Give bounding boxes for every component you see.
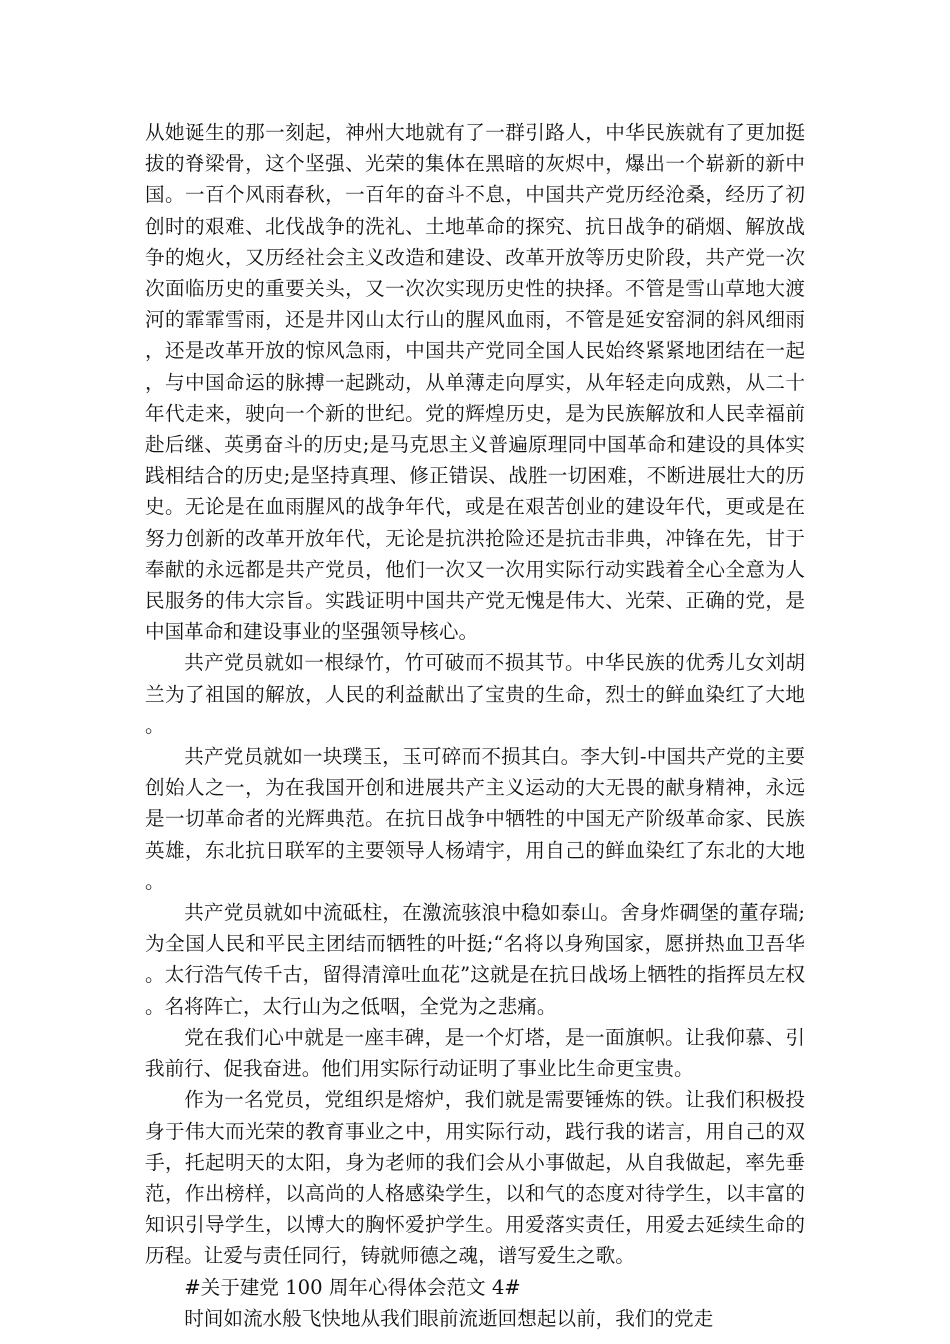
- paragraph-3: 共产党员就如一块璞玉，玉可碎而不损其白。李大钊-中国共产党的主要创始人之一，为在我国开创和进展共产主义运动的大无畏的献身精神，永远是一切革命者的光辉典范。在抗日战争中牺牲的中国无产阶级革命家、民族英雄，东北抗日联军的主要领导人杨靖宇，用自己的鲜血染红了东北的大地。: [145, 745, 805, 893]
- paragraph-1: 从她诞生的那一刻起，神州大地就有了一群引路人，中华民族就有了更加挺拔的脊梁骨，这个坚强、光荣的集体在黑暗的灰烬中，爆出一个崭新的新中国。一百个风雨春秋，一百年的奋斗不息，中国共产党历经沧桑，经历了初创时的艰难、北伐战争的洗礼、土地革命的探究、抗日战争的硝烟、解放战争的炮火，又历经社会主义改造和建设、改革开放等历史阶段，共产党一次次面临历史的重要关头，又一次次实现历史性的抉择。不管是雪山草地大渡河的霏霏雪雨，还是井冈山太行山的腥风血雨，不管是延安窑洞的斜风细雨，还是改革开放的惊风急雨，中国共产党同全国人民始终紧紧地团结在一起，与中国命运的脉搏一起跳动，从单薄走向厚实，从年轻走向成熟，从二十年代走来，驶向一个新的世纪。党的辉煌历史，是为民族解放和人民幸福前赴后继、英勇奋斗的历史;是马克思主义普遍原理同中国革命和建设的具体实践相结合的历史;是坚持真理、修正错误、战胜一切困难，不断进展壮大的历史。无论是在血雨腥风的战争年代，或是在艰苦创业的建设年代，更或是在努力创新的改革开放年代，无论是抗洪抢险还是抗击非典，冲锋在先，甘于奉献的永远都是共产党员，他们一次又一次用实际行动实践着全心全意为人民服务的伟大宗旨。实践证明中国共产党无愧是伟大、光荣、正确的党，是中国革命和建设事业的坚强领导核心。: [145, 121, 805, 644]
- paragraph-6: 作为一名党员，党组织是熔炉，我们就是需要锤炼的铁。让我们积极投身于伟大而光荣的教育事业之中，用实际行动，践行我的诺言，用自己的双手，托起明天的太阳，身为老师的我们会从小事做起，从自我做起，率先垂范，作出榜样，以高尚的人格感染学生，以和气的态度对待学生，以丰富的知识引导学生，以博大的胸怀爱护学生。用爱落实责任，用爱去延续生命的历程。让爱与责任同行，铸就师德之魂，谱写爱生之歌。: [145, 1088, 805, 1268]
- paragraph-2: 共产党员就如一根绿竹，竹可破而不损其节。中华民族的优秀儿女刘胡兰为了祖国的解放，人民的利益献出了宝贵的生命，烈士的鲜血染红了大地。: [145, 651, 805, 737]
- paragraph-7: 时间如流水般飞快地从我们眼前流逝回想起以前，我们的党走: [184, 1306, 714, 1330]
- section-heading: #关于建党 100 周年心得体会范文 4#: [184, 1275, 521, 1299]
- paragraph-4: 共产党员就如中流砥柱，在激流骇浪中稳如泰山。舍身炸碉堡的董存瑞;为全国人民和平民主团结而牺牲的叶挺;“名将以身殉国家，愿拼热血卫吾华。太行浩气传千古，留得清漳吐血花”这就是在抗日战场上牺牲的指挥员左权。名将阵亡，太行山为之低咽，全党为之悲痛。: [145, 901, 805, 1018]
- paragraph-5: 党在我们心中就是一座丰碑，是一个灯塔，是一面旗帜。让我仰慕、引我前行、促我奋进。他们用实际行动证明了事业比生命更宝贵。: [145, 1025, 805, 1081]
- document-body: [145, 117, 805, 1334]
